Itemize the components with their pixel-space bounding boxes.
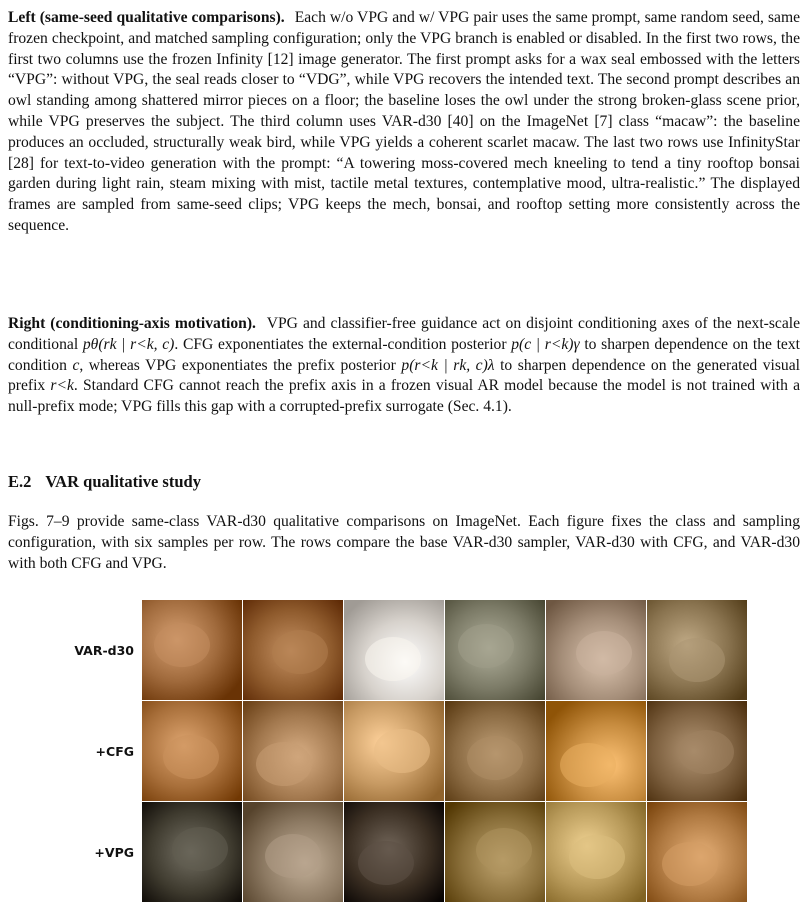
subject-blob	[669, 638, 725, 682]
subject-blob	[265, 834, 321, 878]
sample-image	[647, 600, 747, 700]
sample-image	[243, 701, 343, 801]
subject-blob	[163, 735, 219, 779]
sample-image	[445, 600, 545, 700]
sample-image	[344, 701, 444, 801]
subject-blob	[476, 828, 532, 872]
paragraph-var-study: Figs. 7–9 provide same-class VAR-d30 qualitative comparisons on ImageNet. Each figure fixes the class and sampling configuration, with six samples per row. The rows compare the base VAR-d30 sampler, VAR-d30 with CFG, and VAR-d30 with both CFG and VPG.	[8, 513, 800, 572]
paragraph-text: , whereas VPG exponentiates the prefix posterior	[79, 356, 396, 374]
paragraph-text: to sharpen dependence on the text condition	[8, 335, 800, 374]
sample-image	[546, 701, 646, 801]
sample-image	[344, 600, 444, 700]
sample-image	[142, 701, 242, 801]
paragraph-left-comparisons	[8, 8, 800, 237]
subject-blob	[172, 827, 228, 871]
math-conditional: pθ(rk | r<k, c)	[82, 335, 175, 353]
row-label: +CFG	[95, 744, 134, 759]
paragraph-body: Each w/o VPG and w/ VPG pair uses the same prompt, same random seed, same frozen checkpoint, and matched sampling configuration; only the VPG branch is enabled or disabled. In the first two rows, the first two columns use the frozen Infinity [12] image generator. The first prompt asks for a wax seal embossed with the letters “VPG”: without VPG, the seal reads closer to “VDG”, while VPG recovers the intended text. The second prompt describes an owl standing among shattered mirror pieces on a floor; the baseline loses the owl under the strong broken-glass scene prior, while VPG preserves the subject. The third column uses VAR-d30 [40] on the ImageNet [7] class “macaw”: the baseline produces an occluded, structurally weak bird, while VPG yields a coherent scarlet macaw. The last two rows use InfinityStar [28] for text-to-video generation with the prompt: “A towering moss-covered mech kneeling to tend a tiny rooftop bonsai garden during light rain, steam mixing with mist, tactile metal textures, contemplative mood, ultra-realistic.” The displayed frames are sampled from same-seed clips; VPG keeps the mech, bonsai, and rooftop setting more consistently across the sequence.	[8, 9, 800, 234]
sample-image	[445, 802, 545, 902]
subject-blob	[358, 841, 414, 885]
section-number: E.2	[8, 472, 32, 491]
subject-blob	[458, 624, 514, 668]
figure-var-qualitative	[50, 600, 750, 902]
paragraph-text: VPG and classifier-free guidance act on disjoint conditioning axes of the next-scale conditional	[8, 315, 801, 353]
subject-blob	[154, 623, 210, 667]
sample-image	[142, 600, 242, 700]
sample-image	[243, 600, 343, 700]
subject-blob	[560, 743, 616, 787]
row-label: +VPG	[94, 845, 134, 860]
math-prefix-posterior: p(r<k | rk, c)λ	[401, 356, 495, 374]
subject-blob	[272, 630, 328, 674]
sample-image	[647, 701, 747, 801]
sample-image	[243, 802, 343, 902]
subject-blob	[662, 842, 718, 886]
sample-image	[647, 802, 747, 902]
subject-blob	[374, 729, 430, 773]
section-heading	[8, 472, 201, 492]
math-prefix: r<k	[50, 377, 74, 395]
paragraph-text: . Standard CFG cannot reach the prefix axis in a frozen visual AR model because the model is not trained with a null-prefix mode; VPG fills this gap with a corrupted-prefix surrogate (Sec. 4.1).	[8, 377, 800, 416]
sample-image	[445, 701, 545, 801]
paragraph-lead: Right (conditioning-axis motivation).	[8, 315, 256, 332]
paragraph-lead: Left (same-seed qualitative comparisons).	[8, 9, 285, 26]
subject-blob	[569, 835, 625, 879]
subject-blob	[678, 730, 734, 774]
subject-blob	[256, 742, 312, 786]
subject-blob	[365, 637, 421, 681]
section-title: VAR qualitative study	[45, 472, 201, 491]
math-c: c	[72, 356, 80, 374]
sample-image	[344, 802, 444, 902]
subject-blob	[467, 736, 523, 780]
sample-image	[142, 802, 242, 902]
math-condition-posterior: p(c | r<k)γ	[511, 335, 580, 353]
subject-blob	[576, 631, 632, 675]
sample-image	[546, 600, 646, 700]
row-label: VAR-d30	[74, 643, 134, 658]
paragraph-text: . CFG exponentiates the external-condition posterior	[174, 335, 507, 353]
paragraph-right-motivation	[8, 314, 800, 418]
sample-image	[546, 802, 646, 902]
paragraph-text: to sharpen dependence on the generated visual prefix	[8, 356, 800, 395]
